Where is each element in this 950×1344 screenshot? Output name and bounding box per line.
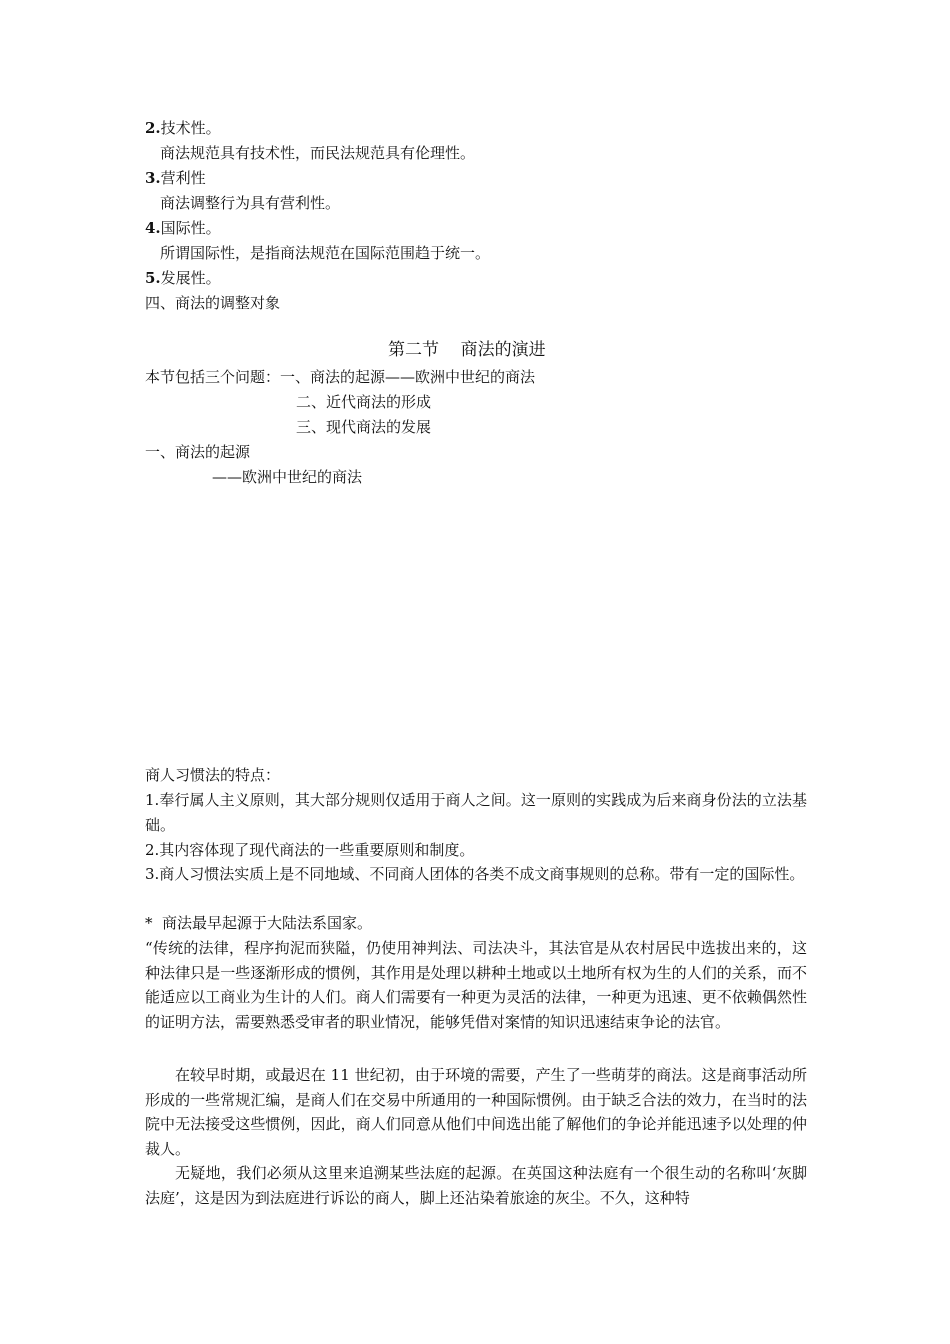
item-4-text: 国际性。	[160, 219, 221, 237]
section-title: 第二节 商法的演进	[388, 340, 546, 360]
feature-2: 2.其内容体现了现代商法的一些重要原则和制度。	[145, 841, 475, 859]
item-4-description: 所谓国际性，是指商法规范在国际范围趋于统一。	[160, 244, 491, 262]
subsection-heading: 一、商法的起源	[145, 443, 251, 461]
item-3-text: 营利性	[160, 169, 206, 187]
item-4-heading	[145, 218, 221, 238]
item-5-number: 5.	[145, 269, 161, 287]
quote-paragraph: “传统的法律，程序拘泥而狭隘，仍使用神判法、司法决斗，其法官是从农村居民中选拔出来的，这种法律只是一些逐渐形成的惯例，其作用是处理以耕种土地或以土地所有权为生的人们的关系，而不能适应以工商业为生计的人们。商人们需要有一种更为灵活的法律，一种更为迅速、更不依赖偶然性的证明方法，需要熟悉受审者的职业情况，能够凭借对案情的知识迅速结束争论的法官。	[145, 939, 807, 1031]
item-2-heading	[145, 118, 221, 138]
subsection-subheading: ——欧洲中世纪的商法	[212, 468, 363, 486]
section-topic-2: 二、近代商法的形成	[296, 393, 432, 411]
item-2-description: 商法规范具有技术性，而民法规范具有伦理性。	[160, 144, 476, 162]
features-title: 商人习惯法的特点：	[145, 766, 281, 784]
item-2-number: 2.	[145, 119, 161, 137]
feature-3: 3.商人习惯法实质上是不同地域、不同商人团体的各类不成文商事规则的总称。带有一定的国际性。	[145, 865, 805, 883]
item-2-text: 技术性。	[160, 119, 221, 137]
item-3-number: 3.	[145, 169, 161, 187]
item-3-description: 商法调整行为具有营利性。	[160, 194, 341, 212]
section-intro: 本节包括三个问题：一、商法的起源——欧洲中世纪的商法	[145, 368, 536, 386]
section-4-heading: 四、商法的调整对象	[145, 294, 281, 312]
item-5-heading	[145, 268, 221, 288]
note-line: * 商法最早起源于大陆法系国家。	[145, 914, 373, 932]
paragraph-2: 无疑地，我们必须从这里来追溯某些法庭的起源。在英国这种法庭有一个很生动的名称叫‘灰脚法庭’，这是因为到法庭进行诉讼的商人，脚上还沾染着旅途的灰尘。不久，这种特	[145, 1164, 807, 1207]
item-5-text: 发展性。	[160, 269, 221, 287]
paragraph-1: 在较早时期，或最迟在 11 世纪初，由于环境的需要，产生了一些萌芽的商法。这是商事活动所形成的一些常规汇编，是商人们在交易中所通用的一种国际惯例。由于缺乏合法的效力，在当时的法院中无法接受这些惯例，因此，商人们同意从他们中间选出能了解他们的争论并能迅速予以处理的仲裁人。	[145, 1066, 807, 1158]
item-4-number: 4.	[145, 219, 161, 237]
feature-1: 1.奉行属人主义原则，其大部分规则仅适用于商人之间。这一原则的实践成为后来商身份法的立法基础。	[145, 791, 807, 834]
section-topic-3: 三、现代商法的发展	[296, 418, 432, 436]
item-3-heading	[145, 168, 206, 188]
